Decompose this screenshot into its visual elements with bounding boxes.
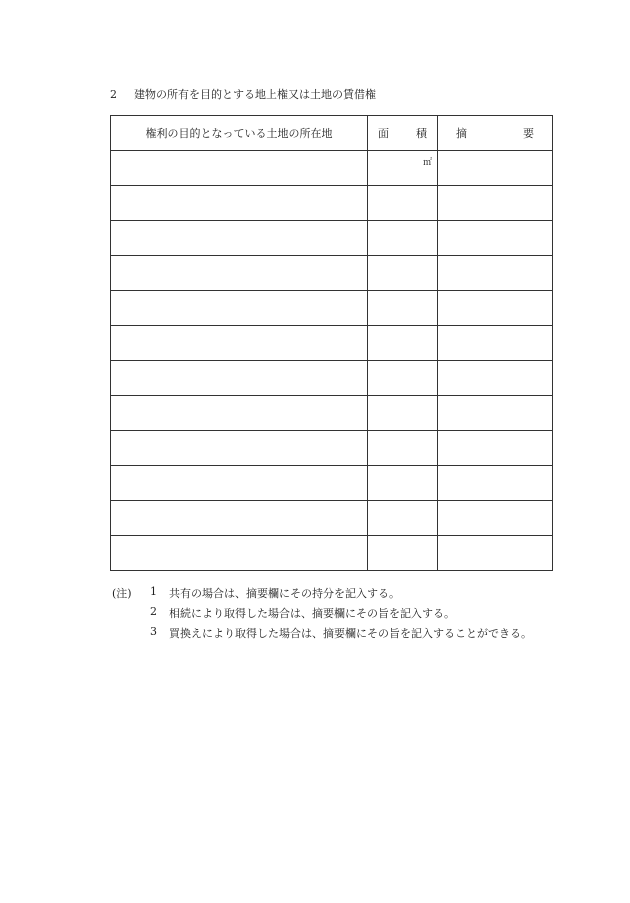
table-body xyxy=(111,151,553,571)
note-number: 3 xyxy=(150,625,157,638)
table-row xyxy=(111,326,553,361)
table-row xyxy=(111,431,553,466)
remarks-cell[interactable] xyxy=(438,396,553,431)
remarks-cell[interactable] xyxy=(438,221,553,256)
table-row xyxy=(111,256,553,291)
area-cell[interactable] xyxy=(368,326,438,361)
table-row xyxy=(111,291,553,326)
notes-heading: (注) xyxy=(112,587,132,600)
notes-section xyxy=(112,585,532,645)
area-cell[interactable] xyxy=(368,396,438,431)
table-row xyxy=(111,221,553,256)
location-cell[interactable] xyxy=(111,431,368,466)
note-text: 相続により取得した場合は、摘要欄にその旨を記入する。 xyxy=(169,607,455,620)
table-header-row xyxy=(111,116,553,151)
location-cell[interactable] xyxy=(111,501,368,536)
section-number: 2 xyxy=(110,88,117,101)
remarks-cell[interactable] xyxy=(438,256,553,291)
location-cell[interactable] xyxy=(111,361,368,396)
area-cell[interactable] xyxy=(368,291,438,326)
area-cell[interactable] xyxy=(368,256,438,291)
area-unit: ㎡ xyxy=(422,158,432,168)
remarks-cell[interactable] xyxy=(438,536,553,571)
table-row xyxy=(111,396,553,431)
header-remarks-char-2: 要 xyxy=(523,127,534,140)
header-area-char-1: 面 xyxy=(378,127,389,140)
remarks-cell[interactable] xyxy=(438,291,553,326)
note-text: 共有の場合は、摘要欄にその持分を記入する。 xyxy=(169,587,400,600)
table-row xyxy=(111,361,553,396)
table-row xyxy=(111,536,553,571)
area-cell[interactable] xyxy=(368,431,438,466)
land-rights-table xyxy=(110,115,553,571)
location-cell[interactable] xyxy=(111,536,368,571)
note-text: 買換えにより取得した場合は、摘要欄にその旨を記入することができる。 xyxy=(169,627,532,640)
table-row xyxy=(111,466,553,501)
area-cell[interactable] xyxy=(368,221,438,256)
area-cell[interactable] xyxy=(368,361,438,396)
remarks-cell[interactable] xyxy=(438,431,553,466)
section-title-text: 建物の所有を目的とする地上権又は土地の賃借権 xyxy=(134,88,376,101)
area-cell[interactable] xyxy=(368,186,438,221)
location-cell[interactable] xyxy=(111,326,368,361)
area-cell[interactable] xyxy=(368,151,438,186)
remarks-cell[interactable] xyxy=(438,186,553,221)
remarks-cell[interactable] xyxy=(438,326,553,361)
location-cell[interactable] xyxy=(111,256,368,291)
table-row xyxy=(111,186,553,221)
header-area xyxy=(368,116,438,151)
header-area-char-2: 積 xyxy=(416,127,427,140)
area-cell[interactable] xyxy=(368,536,438,571)
section-title xyxy=(110,86,376,102)
location-cell[interactable] xyxy=(111,221,368,256)
note-number: 2 xyxy=(150,605,157,618)
table-row xyxy=(111,501,553,536)
location-cell[interactable] xyxy=(111,186,368,221)
location-cell[interactable] xyxy=(111,291,368,326)
remarks-cell[interactable] xyxy=(438,361,553,396)
remarks-cell[interactable] xyxy=(438,466,553,501)
header-remarks-char-1: 摘 xyxy=(456,127,467,140)
note-number: 1 xyxy=(150,585,157,598)
note-item xyxy=(112,605,532,625)
location-cell[interactable] xyxy=(111,396,368,431)
note-item xyxy=(112,625,532,645)
area-cell[interactable] xyxy=(368,501,438,536)
remarks-cell[interactable] xyxy=(438,151,553,186)
area-cell[interactable] xyxy=(368,466,438,501)
location-cell[interactable] xyxy=(111,151,368,186)
note-item xyxy=(112,585,532,605)
remarks-cell[interactable] xyxy=(438,501,553,536)
table-row xyxy=(111,151,553,186)
location-cell[interactable] xyxy=(111,466,368,501)
header-location: 権利の目的となっている土地の所在地 xyxy=(111,116,368,151)
header-remarks xyxy=(438,116,553,151)
